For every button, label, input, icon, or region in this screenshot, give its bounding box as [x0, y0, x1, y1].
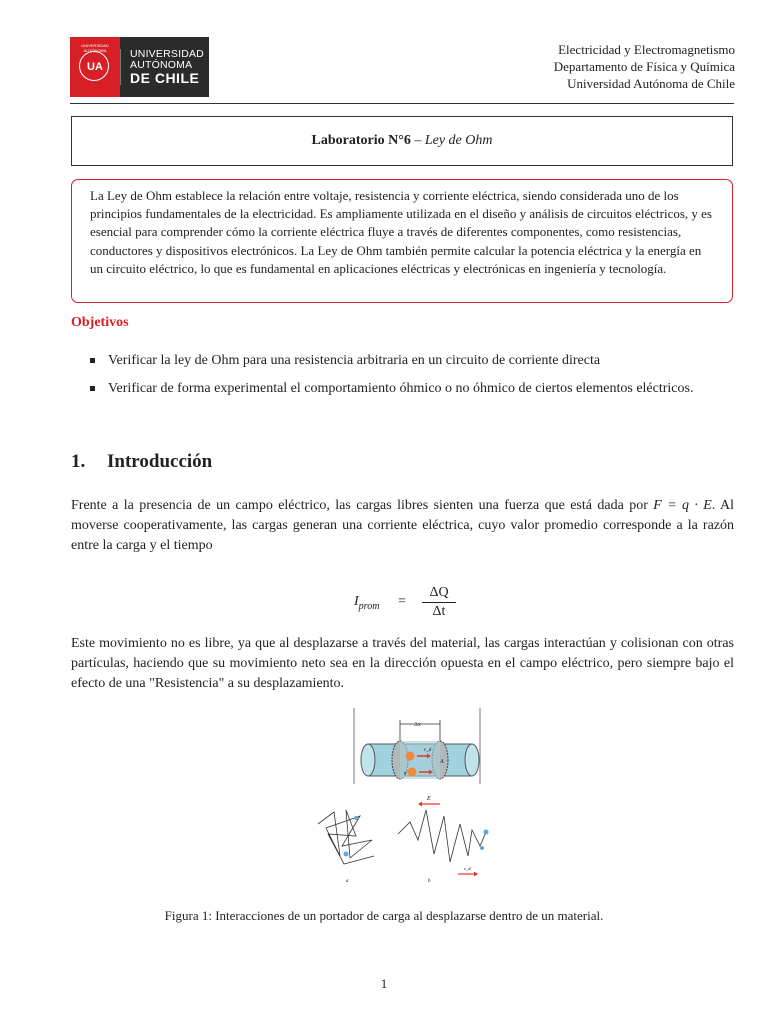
bullet-icon	[90, 386, 95, 391]
objective-text: Verificar de forma experimental el comportamiento óhmico o no óhmico de ciertos elementos eléctricos.	[108, 381, 694, 396]
header-course: Electricidad y Electromagnetismo	[558, 42, 735, 57]
resistance-paragraph	[71, 634, 734, 694]
title-dash: –	[414, 133, 422, 148]
logo-initials: UA	[87, 61, 103, 73]
logo-crest-text: UNIVERSIDAD AUTÓNOMA	[81, 43, 109, 53]
equation-numerator: ΔQ	[429, 585, 449, 600]
dx-label: Δx	[414, 722, 421, 728]
equation-symbol: I	[354, 594, 359, 609]
field-arrowhead	[418, 802, 422, 807]
random-walk-path-b	[398, 810, 486, 862]
panel-a-label: a	[346, 879, 349, 884]
header-rule	[70, 103, 734, 104]
intro-paragraph	[71, 496, 734, 556]
objectives-list	[90, 351, 733, 407]
logo-divider	[120, 49, 121, 85]
header-university: Universidad Autónoma de Chile	[567, 76, 735, 91]
area-label: A	[440, 759, 444, 765]
lab-topic: Ley de Ohm	[424, 133, 493, 148]
panel-b-label: b	[428, 879, 431, 884]
section-title: Introducción	[107, 451, 213, 472]
cylinder-end-right	[465, 744, 479, 776]
page-number: 1	[380, 976, 388, 991]
bullet-icon	[90, 358, 95, 363]
carrier-dot-b2	[480, 846, 484, 850]
list-item	[90, 379, 733, 398]
field-label: E	[427, 796, 431, 802]
charge-carrier-diagram	[300, 706, 500, 888]
list-item	[90, 351, 733, 370]
figure-charge-carrier	[300, 706, 500, 888]
intro-text-before: Frente a la presencia de un campo eléctrico, las cargas libres sienten una fuerza que está dada por	[71, 498, 654, 513]
intro-text-after: . Al moverse cooperativamente, las cargas generan una corriente eléctrica, cuyo valor promedio corresponde a la razón entre la carga y el tiempo	[71, 498, 734, 553]
velocity-arrowhead	[474, 872, 478, 877]
force-formula: F = q · E	[653, 498, 712, 513]
lab-title: Laboratorio N°6	[311, 133, 411, 148]
vd-label: v_d	[424, 748, 432, 753]
logo-name-line1: UNIVERSIDAD	[130, 48, 204, 60]
equation-fraction	[422, 584, 456, 621]
university-logo	[70, 37, 209, 97]
logo-name	[130, 49, 204, 86]
equation-equals: =	[398, 594, 406, 609]
lab-title-box	[71, 116, 733, 166]
page-header	[554, 41, 735, 92]
q-label: q	[404, 771, 407, 776]
objective-text: Verificar la ley de Ohm para una resistencia arbitraria en un circuito de corriente directa	[108, 353, 601, 368]
abstract-text: La Ley de Ohm establece la relación entre voltaje, resistencia y corriente eléctrica, siendo considerada uno de los principios fundamentales de la electricidad. Es ampliamente utilizada en el diseño y análisis de circuitos eléctricos, y es esencial para comprender cómo la corriente eléctrica fluye a través de diferentes componentes, como resistencias, conductores y dispositivos electrónicos. La Ley de Ohm también permite calcular la potencia eléctrica y la energía en un circuito eléctrico, lo que es fundamental en aplicaciones eléctricas y electrónicas en ingeniería y tecnología.	[90, 188, 712, 276]
equation-subscript: prom	[358, 600, 380, 612]
section-heading	[71, 451, 212, 473]
figure-caption: Figura 1: Interacciones de un portador de carga al desplazarse dentro de un material.	[164, 908, 604, 923]
equation-denominator: Δt	[432, 604, 446, 619]
equation-lhs	[354, 594, 379, 612]
carrier-dot-b	[484, 830, 489, 835]
resistance-text: Este movimiento no es libre, ya que al desplazarse a través del material, las cargas interactúan y colisionan con otras partículas, haciendo que su movimiento neto sea en la dirección opuesta en el campo eléctrico, pero siempre bajo el efecto de una "Resistencia" a su desplazamiento.	[71, 636, 734, 691]
charge-carrier-1	[406, 752, 415, 761]
cylinder-end-left	[361, 744, 375, 776]
objectives-heading: Objetivos	[71, 315, 129, 330]
logo-name-line2: AUTÓNOMA	[130, 59, 193, 71]
logo-name-line3: DE CHILE	[130, 70, 200, 86]
velocity-label: v_d	[464, 866, 471, 871]
section-number: 1.	[71, 451, 86, 472]
carrier-dot-a2	[354, 816, 358, 820]
carrier-dot-a	[344, 852, 349, 857]
charge-carrier-2	[408, 768, 417, 777]
header-department: Departamento de Física y Química	[553, 59, 735, 74]
abstract-box	[71, 179, 733, 303]
